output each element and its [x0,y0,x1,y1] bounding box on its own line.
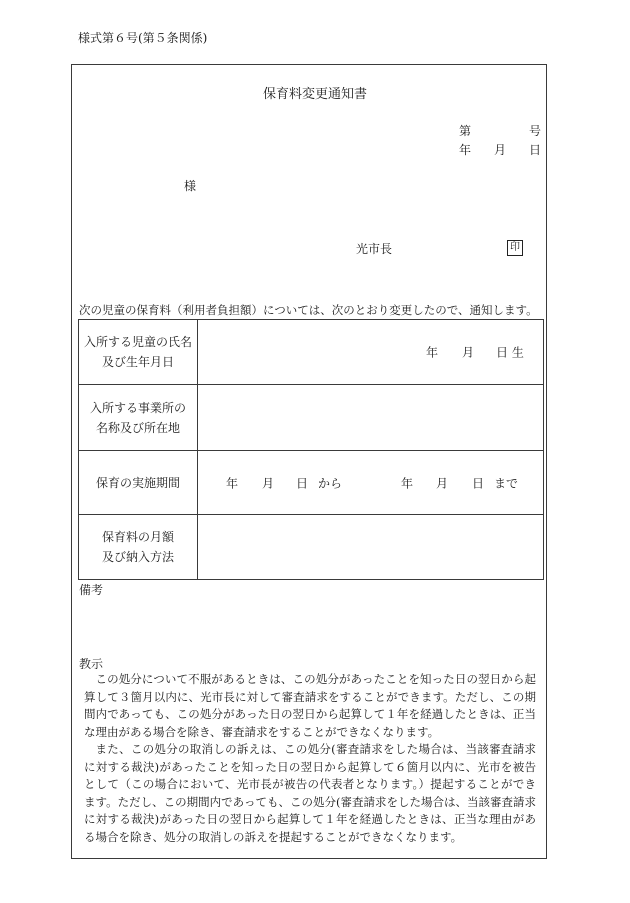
info-table [78,319,544,580]
period-from-year: 年 [226,476,239,490]
period-from-word: から [318,476,343,490]
instruction-paragraph-1: この処分について不服があるときは、この処分があったことを知った日の翌日から起算して３箇月以内に、光市長に対して審査請求をすることができます。ただし、この期間内であっても、この処分があった日の翌日から起算して１年を経過したときは、正当な理由がある場合を除き、審査請求をすることができなくなります。 [84,672,536,739]
instruction-paragraph-2: また、この処分の取消しの訴えは、この処分(審査請求をした場合は、当該審査請求に対する裁決)があったことを知った日の翌日から起算して６箇月以内に、光市を被告として（この場合において、光市長が被告の代表者となります。）提起することができます。ただし、この期間内であっても、この処分(審査請求をした場合は、当該審査請求に対する裁決)があった日の翌日から起算して１年を経過したときは、正当な理由がある場合を除き、処分の取消しの訴えを提起することができなくなります。 [84,742,536,844]
value-period[interactable] [198,451,544,515]
instruction-heading: 教示 [79,657,104,671]
intro-text: 次の児童の保育料（利用者負担額）については、次のとおり変更したので、通知します。 [79,303,538,317]
value-child-name[interactable] [198,320,544,385]
birth-month: 月 [462,345,475,360]
period-from-day: 日 [296,476,309,490]
table-row [79,451,544,515]
label-child-name: 入所する児童の氏名 及び生年月日 [79,320,198,385]
issuer: 光市長 [356,242,393,256]
date-day: 日 [529,143,542,157]
notes-label: 備考 [79,583,104,597]
birth-day: 日 生 [496,345,524,360]
number-prefix: 第 [459,124,472,138]
value-fee[interactable] [198,515,544,580]
date-month: 月 [494,143,507,157]
label-period: 保育の実施期間 [79,451,198,515]
period-to-day: 日 [472,476,485,490]
period-to-month: 月 [436,476,449,490]
table-row [79,515,544,580]
period-to-year: 年 [401,476,414,490]
recipient-suffix: 様 [184,179,197,193]
table-row [79,385,544,451]
seal-mark: 印 [507,240,523,256]
number-suffix: 号 [529,124,542,138]
label-fee: 保育料の月額 及び納入方法 [79,515,198,580]
period-to-word: まで [494,476,519,490]
document-title: 保育料変更通知書 [262,87,367,102]
label-facility: 入所する事業所の 名称及び所在地 [79,385,198,451]
form-number: 様式第６号(第５条関係) [78,31,208,45]
value-facility[interactable] [198,385,544,451]
birth-year: 年 [426,345,439,360]
date-year: 年 [459,143,472,157]
table-row [79,320,544,385]
period-from-month: 月 [262,476,275,490]
